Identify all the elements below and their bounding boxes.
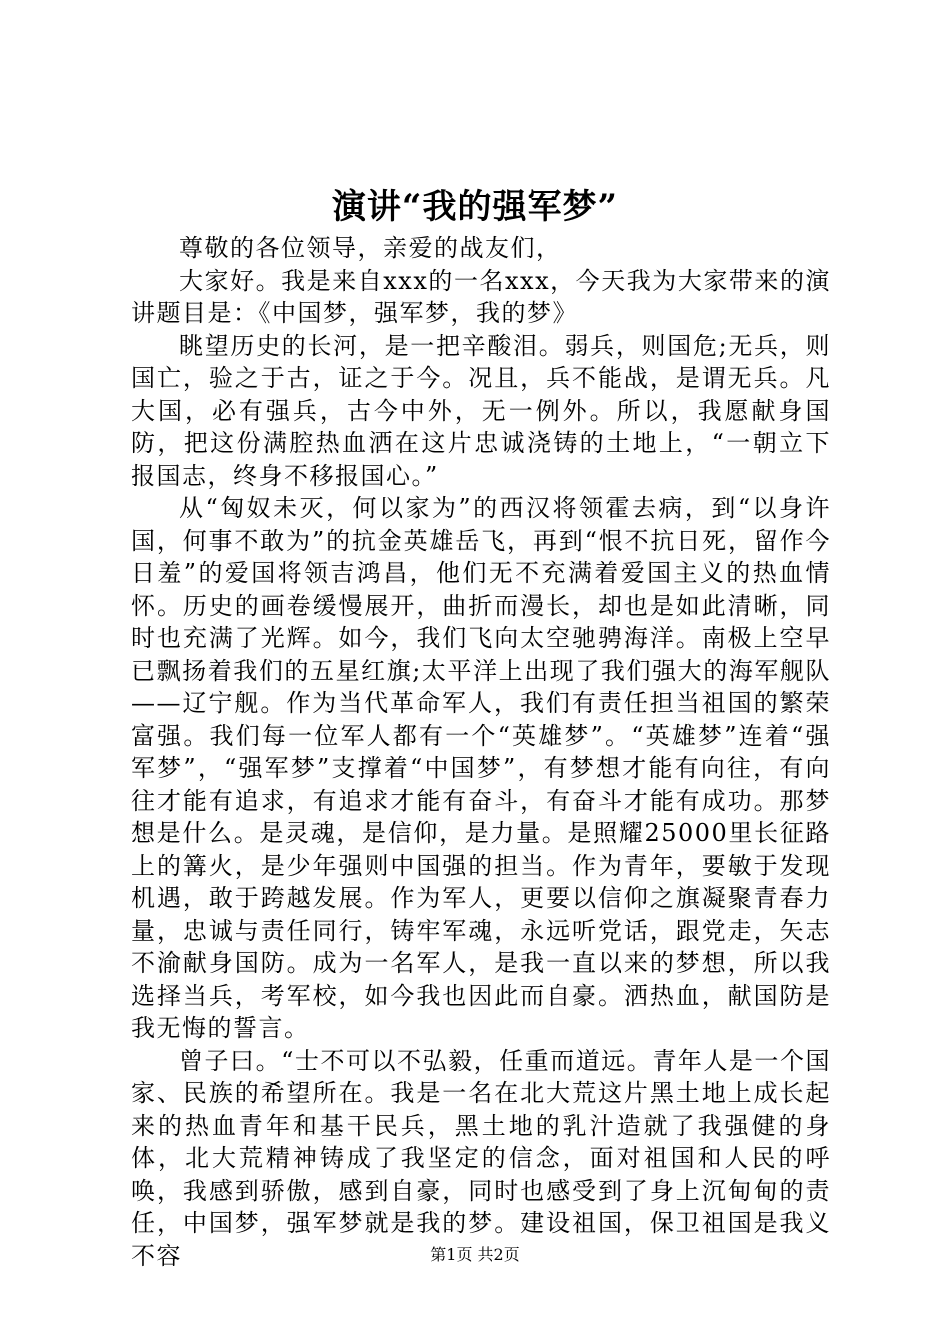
paragraph-greeting: 大家好。我是来自xxx的一名xxx，今天我为大家带来的演讲题目是：《中国梦，强军梦，我的梦》 <box>131 266 831 327</box>
paragraph-zengzi: 曾子曰。“士不可以不弘毅，任重而道远。青年人是一个国家、民族的希望所在。我是一名在北大荒这片黑土地上成长起来的热血青年和基干民兵，黑土地的乳汁造就了我强健的身体，北大荒精神铸成了我坚定的信念，面对祖国和人民的呼唤，我感到骄傲，感到自豪，同时也感受到了身上沉甸甸的责任，中国梦，强军梦就是我的梦。建设祖国，保卫祖国是我义不容 <box>131 1046 831 1270</box>
document-title: 演讲“我的强军梦” <box>331 187 619 227</box>
paragraph-heroes: 从“匈奴未灭，何以家为”的西汉将领霍去病，到“以身许国，何事不敢为”的抗金英雄岳飞，再到“恨不抗日死，留作今日羞”的爱国将领吉鸿昌，他们无不充满着爱国主义的热血情怀。历史的画卷缓慢展开，曲折而漫长，却也是如此清晰，同时也充满了光辉。如今，我们飞向太空驰骋海洋。南极上空早已飘扬着我们的五星红旗;太平洋上出现了我们强大的海军舰队——辽宁舰。作为当代革命军人，我们有责任担当祖国的繁荣富强。我们每一位军人都有一个“英雄梦”。“英雄梦”连着“强军梦”，“强军梦”支撑着“中国梦”，有梦想才能有向往，有向往才能有追求，有追求才能有奋斗，有奋斗才能有成功。那梦想是什么。是灵魂，是信仰，是力量。是照耀25000里长征路上的篝火，是少年强则中国强的担当。作为青年，要敏于发现机遇，敢于跨越发展。作为军人，更要以信仰之旗凝聚青春力量，忠诚与责任同行，铸牢军魂，永远听党话，跟党走，矢志不渝献身国防。成为一名军人，是我一直以来的梦想，所以我选择当兵，考军校，如今我也因此而自豪。洒热血，献国防是我无悔的誓言。 <box>131 494 831 1042</box>
paragraph-salutation: 尊敬的各位领导，亲爱的战友们， <box>179 234 562 262</box>
document-body <box>131 232 831 1272</box>
page-footer: 第1页 共2页 <box>430 1245 520 1264</box>
paragraph-history: 眺望历史的长河，是一把辛酸泪。弱兵，则国危;无兵，则国亡，验之于古，证之于今。况且，兵不能战，是谓无兵。凡大国，必有强兵，古今中外，无一例外。所以，我愿献身国防，把这份满腔热血洒在这片忠诚浇铸的土地上，“一朝立下报国志，终身不移报国心。” <box>131 331 831 490</box>
